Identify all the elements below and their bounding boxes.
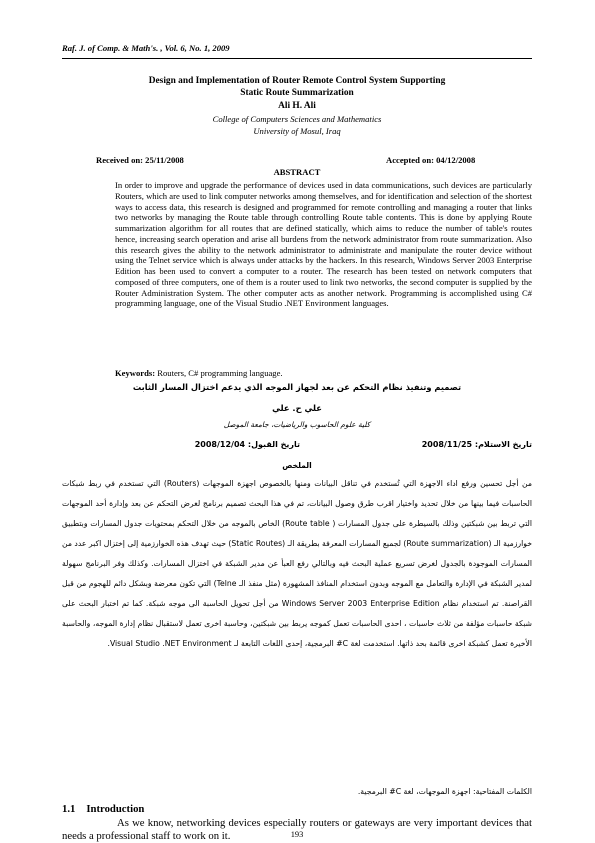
arabic-accepted-date: تاريخ القبول: 2008/12/04 xyxy=(194,440,300,449)
abstract-heading: ABSTRACT xyxy=(273,167,321,177)
arabic-abstract-heading: الملخص xyxy=(282,461,312,470)
abstract-text: In order to improve and upgrade the performance of devices used in data communications, such devices are particularly Routers, which are used to link computer networks among themselves, and for identification and selection of the shortest ways to access data, this research is designed and programmed for remote controlling and managing a router that links two networks by managing the Route table through controlling Route table contents. This is done by applying Route summarization algorithm for all routes that are defined statically, which aims to reduce the number of table's routes hence, increasing search operation and arise all burdens from the network administrator from route summarization. Also this research gives the ability to the network administrator to administrate and manipulate the router device without using the Telnet service which is always under attacks by the hackers. In this research, Windows Server 2003 Enterprise Edition has been used to convert a computer to a router. The research has been tested on network computers that composed of three computers, one of them is a router used to link two networks, the second computer is supplied by the Router Administration System. The other computer acts as another network. Programming is accomplished using C# programming language, one of the Visual Studio .NET Environment languages. xyxy=(115,180,532,309)
section-heading xyxy=(62,803,155,815)
author-name: Ali H. Ali xyxy=(278,101,316,111)
received-date: Received on: 25/11/2008 xyxy=(96,155,184,165)
section-number: 1.1 xyxy=(62,803,76,815)
header-rule xyxy=(62,58,532,59)
page-number: 193 xyxy=(290,830,304,839)
keywords xyxy=(115,368,532,378)
journal-citation: Raf. J. of Comp. & Math's. , Vol. 6, No. 1, 2009 xyxy=(62,43,230,53)
section-title: Introduction xyxy=(86,803,145,815)
arabic-affiliation: كلية علوم الحاسوب والرياضيات، جامعة الموصل xyxy=(223,420,371,429)
accepted-date: Accepted on: 04/12/2008 xyxy=(386,155,476,165)
title-line-2: Static Route Summarization xyxy=(240,87,354,98)
keywords-text: Routers, C# programming language. xyxy=(155,368,283,378)
section-body: As we know, networking devices especially routers or gateways are very important devices that needs a professional staff to work on it. xyxy=(62,817,532,842)
arabic-abstract-body xyxy=(62,474,532,654)
affiliation-line-1: College of Computers Sciences and Mathematics xyxy=(212,114,382,124)
title-line-1: Design and Implementation of Router Remote Control System Supporting xyxy=(148,76,446,86)
affiliation xyxy=(62,114,532,137)
arabic-abstract-text: من أجل تحسين ورفع اداء الاجهزة التي تُستخدم في تناقل البيانات ومنها بالخصوص اجهزة الموجهات (Routers) التي تستخدم في ربط شبكات الحاسبات فيما بينها من خلال تحديد واختيار اقرب طرق وصول البيانات، تم في هذا البحث تصميم برنامج لغرض التحكم عن بعد وإدارة أحد الموجهات التي تربط بين شبكتين وذلك بالسيطرة على جدول المسارات ( Route table) الخاص بالموجه من خلال التحكم بمحتويات جدول المسارات وبتطبيق خوارزمية الـ (Route summarization) لجميع المسارات المعرفة بطريقة الـ (Static Routes) حيث تهدف هذه الخوارزمية إلى إختزال اكبر عدد من المسارات الموجودة بالجدول لغرض تسريع عملية البحث فيه وبالتالي رفع العبأ عن مدير الشبكة في اختزال المسارات. وكذلك وفر البرنامج سهولة لمدير الشبكة في الإدارة والتعامل مع الموجه وبدون استخدام المنافذ المشهورة (مثل منفذ الـ Telne) التي تكون معرضة وبشكل دائم للهجوم من قبل القراصنة. تم استخدام نظام Windows Server 2003 Enterprise Edition من أجل تحويل الحاسبة الى موجه شبكة. كما تم اختبار البحث على شبكة حاسبات مؤلفة من ثلاث حاسبات ، احدى الحاسبات تعمل كموجه يربط بين شبكتين، وحاسبة اخرى تعمل لاستقبال نظام إدارة الموجه، والحاسبة الأخيرة تعمل كشبكة اخرى قائمة بحد ذاتها. استخدمت لغة C# البرمجية، إحدى اللغات التابعة لـ Visual Studio .NET Environment. xyxy=(62,479,533,648)
abstract-body xyxy=(115,180,532,309)
affiliation-line-2: University of Mosul, Iraq xyxy=(253,125,341,136)
arabic-keywords: الكلمات المفتاحية: اجهزة الموجهات، لغة C# البرمجية. xyxy=(357,787,532,796)
arabic-author: علي ح. علي xyxy=(272,403,322,413)
arabic-received-date: تاريخ الاستلام: 2008/11/25 xyxy=(421,440,532,449)
keywords-label: Keywords: xyxy=(115,368,156,378)
arabic-title: تصميم وتنفيذ نظام التحكم عن بعد لجهاز الموجه الذي يدعم اختزال المسار الثابت xyxy=(132,382,462,392)
paper-title xyxy=(62,76,532,99)
